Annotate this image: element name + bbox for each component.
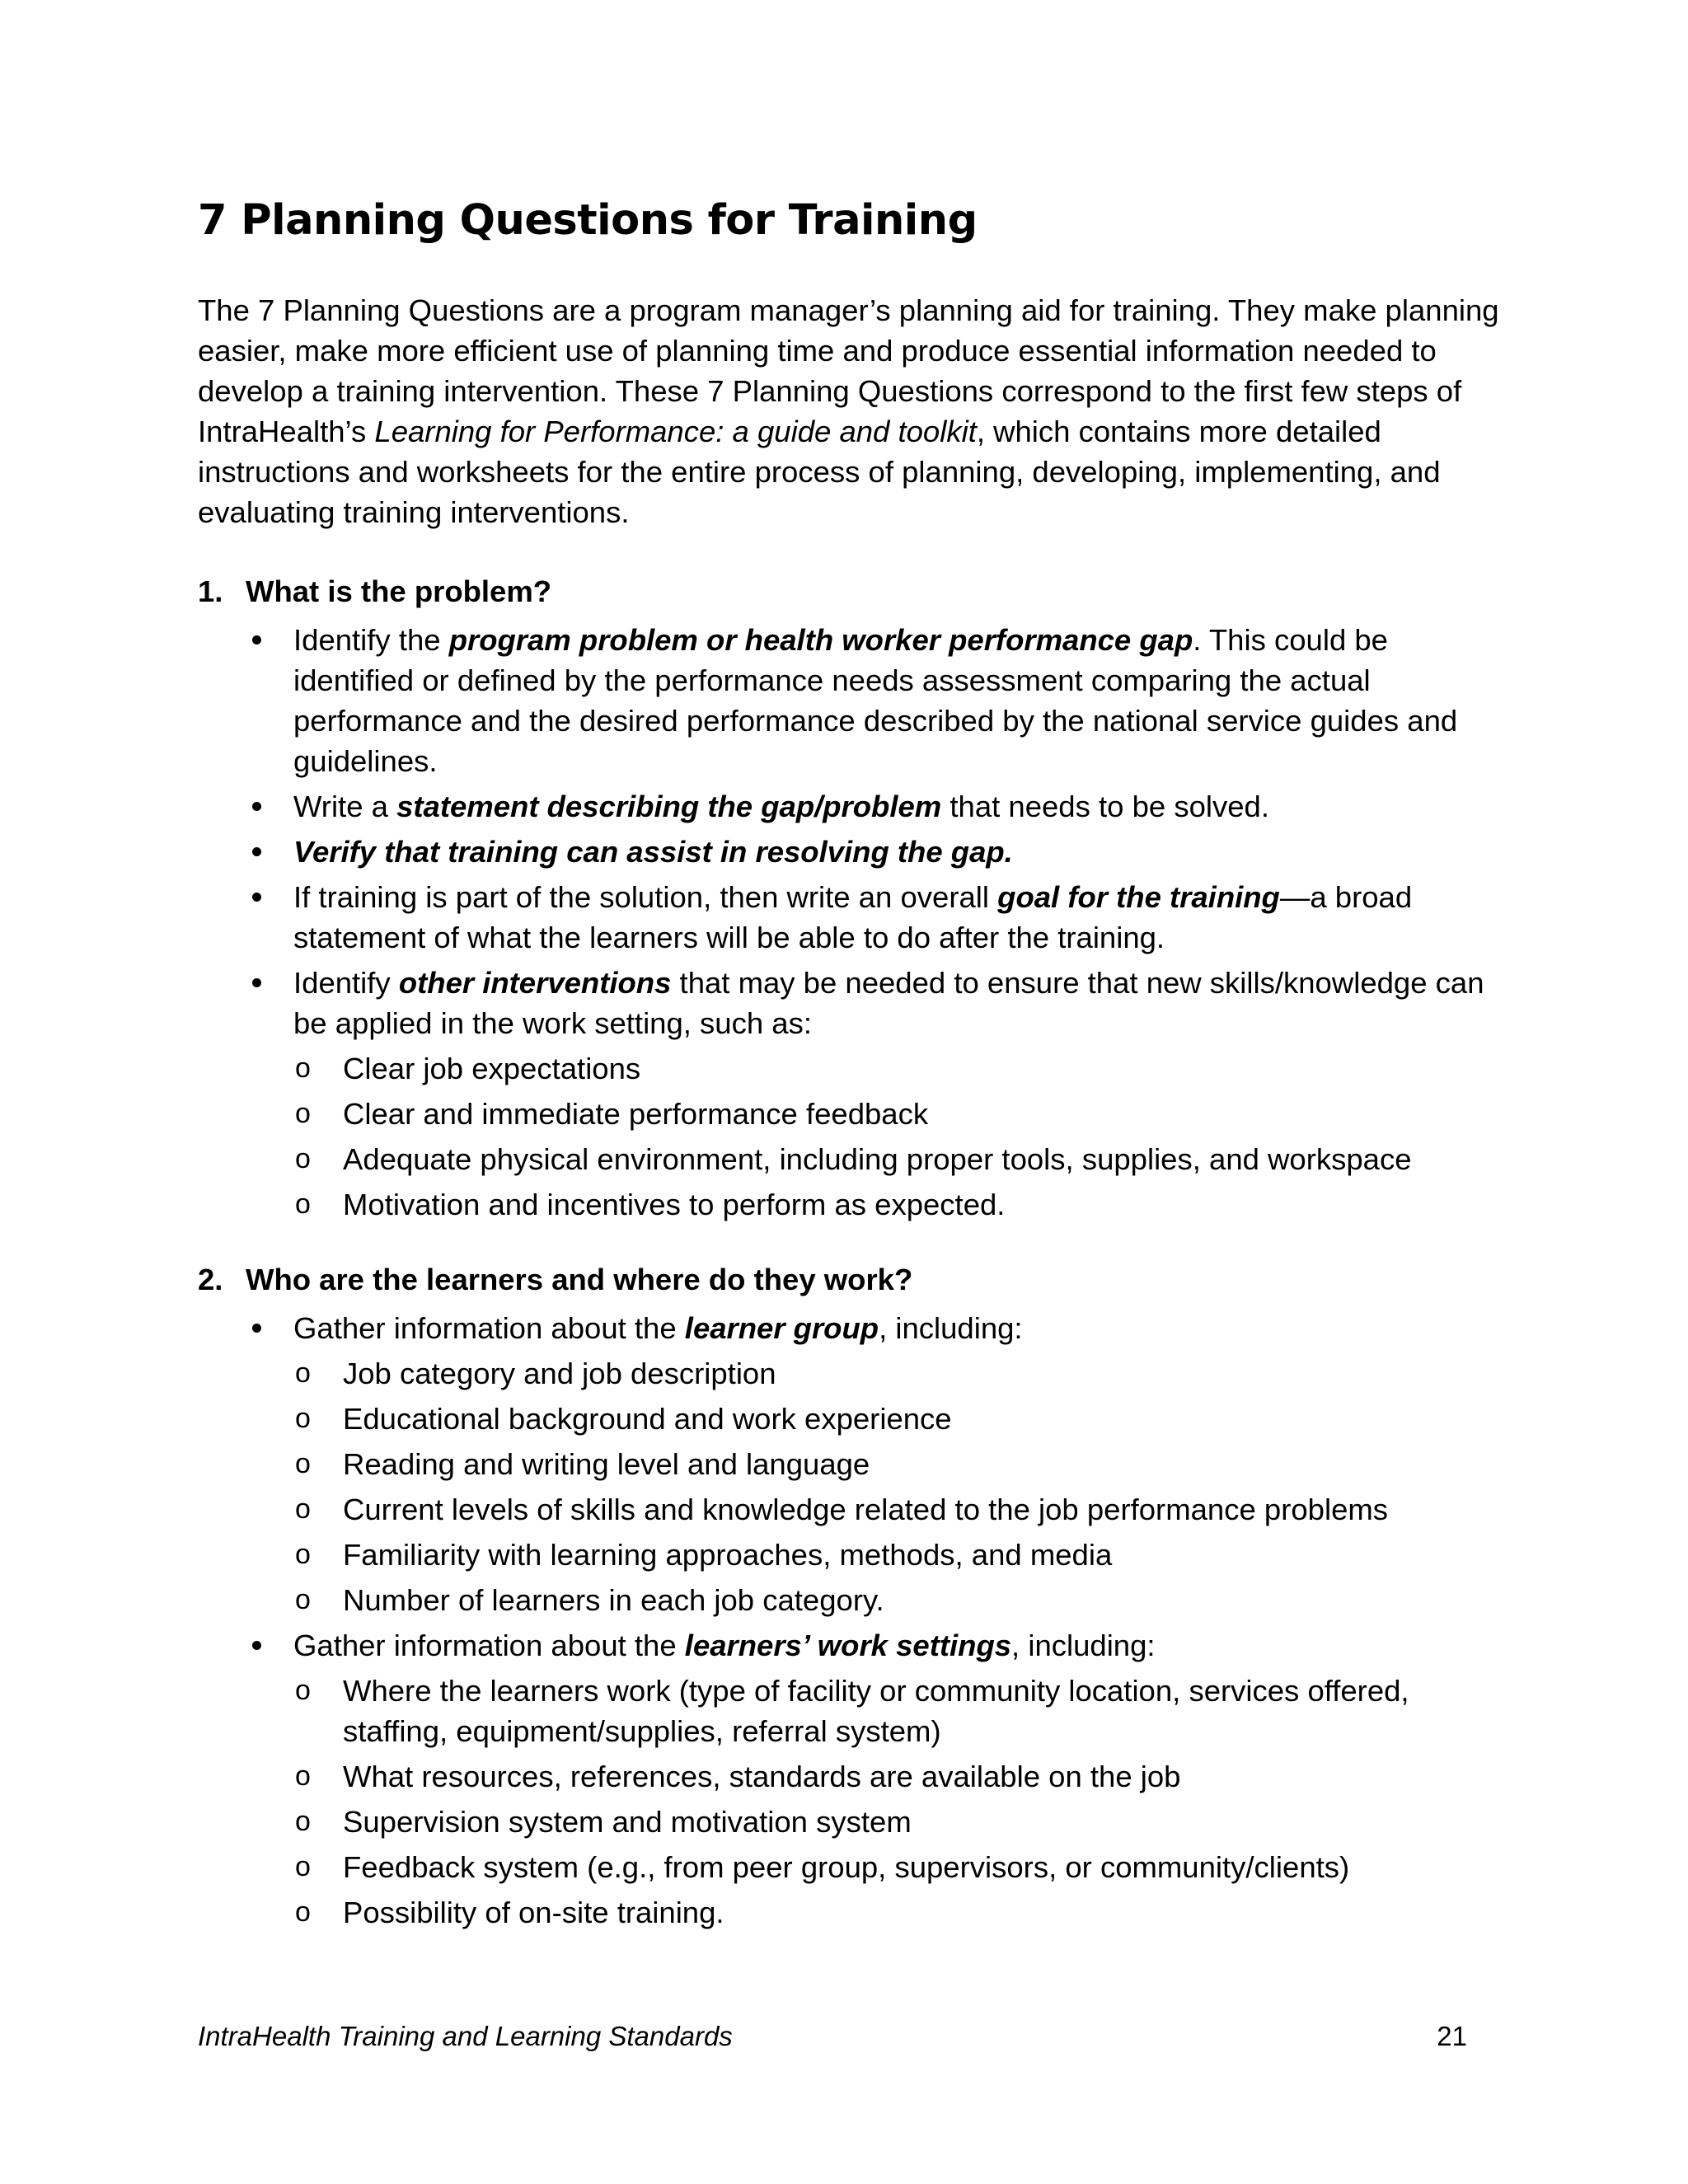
sub-list-item [198,1671,1500,1751]
circle-bullet-icon: o [295,1584,311,1615]
list-item [198,832,1500,872]
circle-bullet-icon: o [295,1357,311,1389]
intro-guide-title: Learning for Performance: a guide and toolkit [374,415,977,448]
sub-item-text: Possibility of on-site training. [343,1896,724,1929]
circle-bullet-icon: o [295,1896,311,1928]
bullet-text: Identify [293,966,399,1000]
sub-item-text: What resources, references, standards are available on the job [343,1760,1181,1793]
circle-bullet-icon: o [295,1760,311,1792]
bullet-emphasis: learners’ work settings [684,1629,1012,1662]
question-text: What is the problem? [246,574,552,608]
circle-bullet-icon: o [295,1851,311,1882]
sub-item-text: Supervision system and motivation system [343,1805,912,1839]
sub-list [293,1671,1500,1933]
bullet-icon [252,802,261,811]
page-title: 7 Planning Questions for Training [198,196,978,245]
question-1-section [198,571,1500,1230]
question-2-section [198,1259,1500,1938]
bullet-text: Gather information about the [293,1629,685,1662]
sub-list [293,1353,1500,1620]
sub-list-item [198,1847,1500,1887]
sub-item-text: Reading and writing level and language [343,1447,870,1481]
list-item [198,1308,1500,1620]
sub-list-item [198,1892,1500,1933]
question-1-heading [198,571,1500,612]
sub-list-item [198,1094,1500,1134]
circle-bullet-icon: o [295,1188,311,1220]
sub-item-text: Clear job expectations [343,1052,641,1085]
bullet-icon [252,635,261,644]
list-item [198,963,1500,1225]
circle-bullet-icon: o [295,1052,311,1084]
sub-item-text: Adequate physical environment, including proper tools, supplies, and workspace [343,1142,1412,1176]
bullet-icon [252,1324,261,1333]
sub-list-item [198,1139,1500,1179]
list-item [198,877,1500,958]
question-1-bullets [198,620,1500,1225]
bullet-icon [252,847,261,856]
bullet-text: —a broad statement of what the learners will be able to do after the training. [293,880,1413,954]
bullet-text: that may be needed to ensure that new skills/knowledge can be applied in the work setting, such as: [293,966,1484,1040]
circle-bullet-icon: o [295,1675,311,1706]
circle-bullet-icon: o [295,1098,311,1129]
sub-list-item [198,1756,1500,1797]
bullet-emphasis: goal for the training [997,880,1280,914]
sub-item-text: Where the learners work (type of facility or community location, services offered, staffing, equipment/supplies, referral system) [343,1674,1409,1748]
sub-list-item [198,1184,1500,1225]
intro-text-end: , which contains more detailed instructions and worksheets for the entire process of planning, developing, implementing, and evaluating training interventions. [198,415,1441,529]
bullet-text: Identify the [293,623,449,657]
list-item [198,786,1500,827]
circle-bullet-icon: o [295,1539,311,1570]
bullet-emphasis: learner group [684,1311,879,1345]
sub-list-item [198,1399,1500,1439]
sub-item-text: Familiarity with learning approaches, methods, and media [343,1538,1113,1572]
bullet-text: Gather information about the [293,1311,685,1345]
list-item [198,620,1500,781]
sub-item-text: Number of learners in each job category. [343,1583,884,1617]
sub-item-text: Feedback system (e.g., from peer group, supervisors, or community/clients) [343,1850,1350,1884]
bullet-text: Write a [293,790,397,823]
bullet-text: . This could be identified or defined by the performance needs assessment comparing the actual performance and the desired performance described by the national service guides and guidelines. [293,623,1458,778]
footer-document-title: IntraHealth Training and Learning Standards [198,2021,733,2051]
intro-paragraph [198,290,1500,532]
question-number: 2. [198,1263,223,1296]
question-2-bullets [198,1308,1500,1933]
bullet-text: , including: [879,1311,1023,1345]
sub-list [293,1048,1500,1225]
question-2-heading [198,1259,1500,1300]
bullet-text: If training is part of the solution, then write an overall [293,880,998,914]
bullet-text: , including: [1011,1629,1156,1662]
sub-list-item [198,1802,1500,1842]
bullet-icon [252,978,261,987]
sub-item-text: Educational background and work experience [343,1402,952,1436]
question-text: Who are the learners and where do they work? [246,1263,913,1296]
sub-list-item [198,1353,1500,1394]
bullet-emphasis: other interventions [398,966,672,1000]
circle-bullet-icon: o [295,1806,311,1837]
sub-list-item [198,1444,1500,1484]
bullet-icon [252,1641,261,1650]
circle-bullet-icon: o [295,1493,311,1525]
sub-item-text: Motivation and incentives to perform as expected. [343,1188,1006,1221]
circle-bullet-icon: o [295,1448,311,1479]
sub-list-item [198,1535,1500,1575]
sub-list-item [198,1580,1500,1620]
page-number: 21 [1437,2021,1467,2051]
bullet-emphasis: program problem or health worker performance gap [448,623,1193,657]
circle-bullet-icon: o [295,1403,311,1434]
sub-item-text: Job category and job description [343,1357,776,1390]
sub-item-text: Current levels of skills and knowledge related to the job performance problems [343,1493,1389,1526]
sub-list-item [198,1048,1500,1089]
sub-list-item [198,1489,1500,1530]
bullet-emphasis: Verify that training can assist in resolving the gap. [293,835,1013,869]
bullet-icon [252,893,261,902]
question-number: 1. [198,574,223,608]
bullet-emphasis: statement describing the gap/problem [396,790,942,823]
sub-item-text: Clear and immediate performance feedback [343,1097,929,1131]
bullet-text: that needs to be solved. [941,790,1269,823]
circle-bullet-icon: o [295,1143,311,1174]
intro-text: The 7 Planning Questions are a program manager’s planning aid for training. They make planning easier, make more efficient use of planning time and produce essential information needed to develop a training intervention. These 7 Planning Questions correspond to the first few steps of IntraHealth’s [198,293,1499,448]
list-item [198,1625,1500,1933]
